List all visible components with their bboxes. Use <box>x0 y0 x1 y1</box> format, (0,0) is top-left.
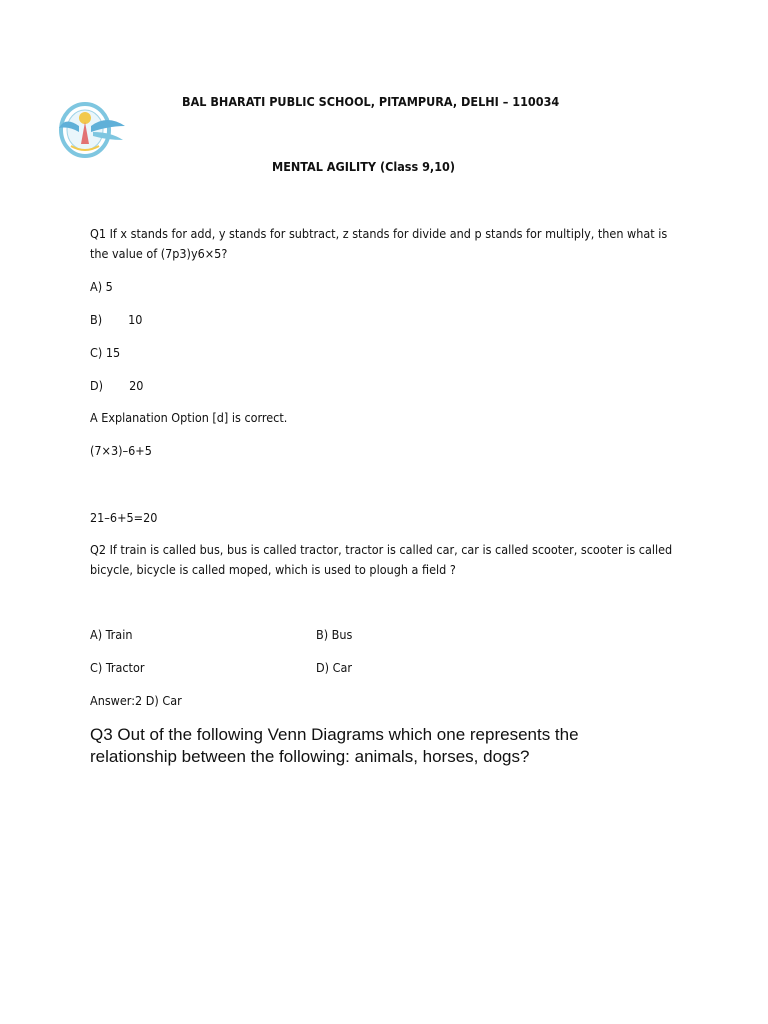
q2-option-d: D) Car <box>316 660 352 675</box>
q1-option-d-value: 20 <box>129 378 144 393</box>
q2-question-line2: bicycle, bicycle is called moped, which is used to plough a field ? <box>90 562 456 577</box>
q1-option-a-label: A) <box>90 279 103 294</box>
q2-option-b: B) Bus <box>316 627 353 642</box>
q1-option-d-label: D) <box>90 378 104 393</box>
q1-question-line2: the value of (7p3)y6×5? <box>90 246 228 261</box>
q1-option-c-label: C) <box>90 345 103 360</box>
q1-option-c-value: 15 <box>105 345 121 360</box>
document-title: MENTAL AGILITY (Class 9,10) <box>272 159 455 174</box>
q1-option-b-value: 10 <box>128 312 143 327</box>
q1-step2: 21–6+5=20 <box>90 510 158 525</box>
q2-answer: Answer:2 D) Car <box>90 693 182 708</box>
q2-option-a: A) Train <box>90 627 133 642</box>
q1-option-d <box>90 376 143 396</box>
q3-question: Q3 Out of the following Venn Diagrams which one represents the relationship between the following: animals, horses, dogs? <box>90 725 579 766</box>
q2-question-line1: Q2 If train is called bus, bus is called tractor, tractor is called car, car is called scooter, scooter is called <box>90 542 673 557</box>
q1-option-b <box>90 310 142 330</box>
school-emblem-icon <box>55 96 127 162</box>
q1-step1: (7×3)–6+5 <box>90 443 152 458</box>
q1-option-a <box>90 277 113 297</box>
q1-explanation: A Explanation Option [d] is correct. <box>90 410 288 425</box>
q1-question-line1: Q1 If x stands for add, y stands for subtract, z stands for divide and p stands for multiply, then what is <box>90 226 668 241</box>
q1-option-c <box>90 343 120 363</box>
q1-option-b-label: B) <box>90 312 103 327</box>
school-name: BAL BHARATI PUBLIC SCHOOL, PITAMPURA, DELHI – 110034 <box>182 94 560 109</box>
q2-option-c: C) Tractor <box>90 660 145 675</box>
q1-option-a-value: 5 <box>105 279 113 294</box>
